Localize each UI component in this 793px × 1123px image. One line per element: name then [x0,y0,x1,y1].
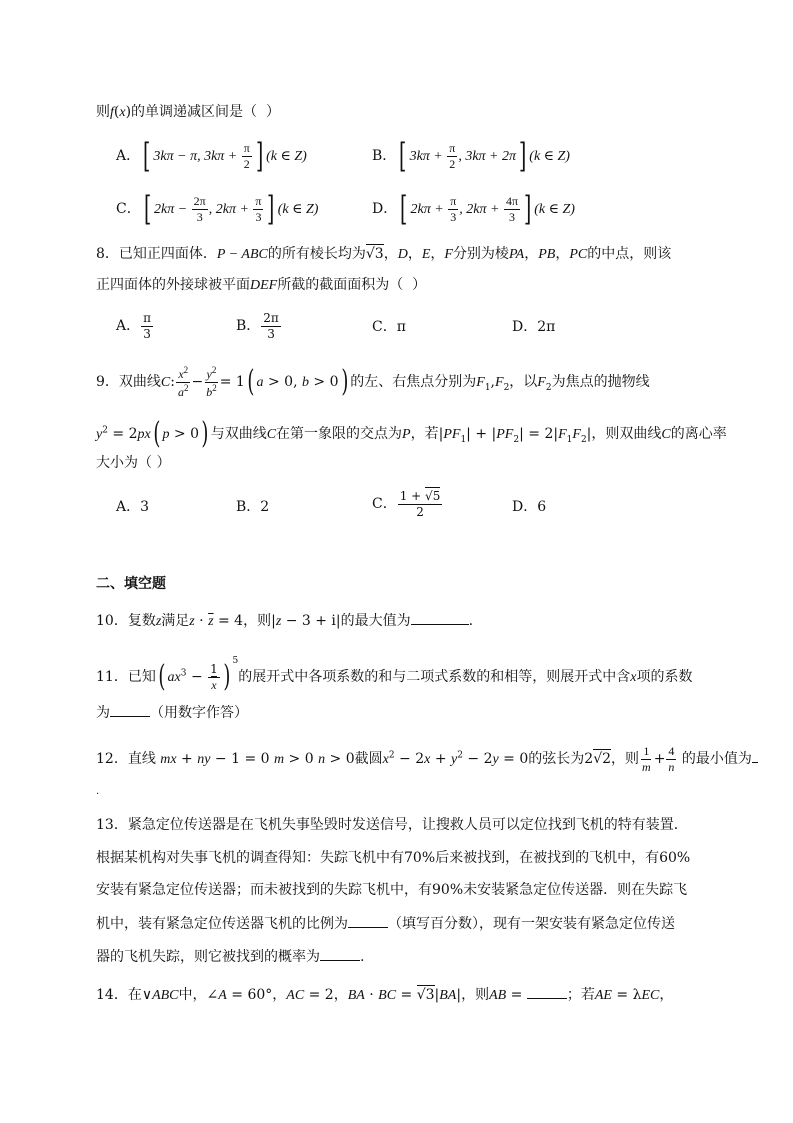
q7-option-a: A．[ 3kπ − π, 3kπ + $\frac{\pi}{2}$ ] (k ∈ Z) [116,135,307,176]
section-heading-fill-in: 二、填空题 [96,576,166,592]
q13-line5: 器的飞机失踪，则它被找到的概率为 . [96,949,365,965]
q8-option-d: D．2π [512,319,556,335]
q7-option-d: D．[ 2kπ + $\frac{\pi}{3}$ , 2kπ + $\frac{4\pi}{3}$ ] (k ∈ Z) [372,188,575,229]
q13-line4: 机中，装有紧急定位传送器飞机的比例为 （填写百分数），现有一架安装有紧急定位传送 [96,916,675,932]
q9-line2: $y^2 = 2px$( p > 0) 与双曲线C在第一象限的交点为P，若$|PF_1| + |PF_2| = 2|F_1F_2|$，则双曲线C的离心率 [96,416,727,451]
q11-line2: 为 （用数字作答） [96,705,248,721]
q12-line1: 12．直线 mx + ny − 1 = 0 m > 0 n > 0截圆$x^2 - 2x + y^2 - 2y = 0$的弦长为2√2，则 $\frac{1}{m}$ + $\frac{4}{n}$ 的最小值为 [96,745,758,773]
q11-line1: 11．已知( $ax^3$ − $\frac{1}{x}$ ) $^5$的展开式中各项系数的和与二项式系数的和相等，则展开式中含x项的系数 [96,656,693,694]
q9-option-a: A．3 [116,499,150,515]
q7-stem: 则f(x)的单调递减区间是（ ） [96,104,280,120]
q8-option-b: B． $\frac{2\pi}{3}$ [236,311,279,341]
q13-line3: 安装有紧急定位传送器；而未被找到的失踪飞机中，有90%未安装紧急定位传送器．则在失踪飞 [96,882,688,898]
q12-line2: . [96,786,100,797]
q14-text: 14．在∨ABC中，∠A = 60°，AC = 2，BA · BC = √3|BA|，则AB = ；若AE = λEC， [96,987,674,1003]
q9-line1: 9．双曲线C: $\frac{x^2}{a^2}$ − $\frac{y^2}{b^2}$ = 1( a > 0, b > 0) 的左、右焦点分别为$F_1,F_2$，以$F_2$为焦点的抛物线 [96,364,650,400]
q8-line1: 8．已知正四面体．P − ABC的所有棱长均为√3，D，E，F分别为棱PA，PB，PC的中点，则该 [96,246,672,262]
q9-option-c: C． $\frac{1 + √5}{2}$ [372,489,441,519]
q8-option-c: C．π [372,319,406,335]
q9-option-d: D．6 [512,499,547,515]
q8-line2: 正四面体的外接球被平面DEF所截的截面面积为（ ） [96,277,427,293]
q7-option-c: C．[ 2kπ − $\frac{2\pi}{3}$ , 2kπ + $\frac{\pi}{3}$ ] (k ∈ Z) [116,188,319,229]
q10-text: 10．复数z满足$z \cdot \overline{z} = 4$，则|z − 3 + i|的最大值为 . [96,613,474,629]
q9-option-b: B．2 [236,499,270,515]
q7-option-b: B．[ 3kπ + $\frac{\pi}{2}$ , 3kπ + 2π] (k ∈ Z) [372,135,570,176]
q9-line3: 大小为（ ） [96,455,171,471]
q8-option-a: A． $\frac{\pi}{3}$ [116,311,152,341]
q13-line1: 13．紧急定位传送器是在飞机失事坠毁时发送信号，让搜救人员可以定位找到飞机的特有装置． [96,817,688,833]
q13-line2: 根据某机构对失事飞机的调查得知：失踪飞机中有70%后来被找到，在被找到的飞机中，有60% [96,850,691,866]
